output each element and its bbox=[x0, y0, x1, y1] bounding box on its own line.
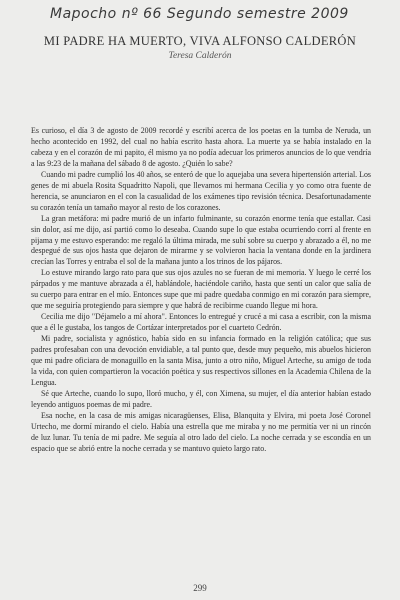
page-number: 299 bbox=[193, 583, 207, 593]
paragraph: Mi padre, socialista y agnóstico, había sido en su infancia formado en la religión católica; que sus padres profesaban con una devoción envidiable, a tal punto que, desde muy pequeño, mis abuelos hicieron que mi padre oficiara de monaguillo en la santa Misa, junto a otro niño, Miguel Arteche, su amigo de toda la vida, con quien compartieron la vocación poética y sus respectivos sillones en la Academia Chilena de la Lengua. bbox=[31, 334, 371, 387]
page-title: MI PADRE HA MUERTO, VIVA ALFONSO CALDERÓN bbox=[43, 34, 357, 48]
paragraph: Sé que Arteche, cuando lo supo, lloró mucho, y él, con Ximena, su mujer, el día anterior habían estado leyendo antiguos poemas de mi padre. bbox=[31, 388, 371, 409]
paragraph: Es curioso, el día 3 de agosto de 2009 recordé y escribí acerca de los poetas en la tumba de Neruda, un hecho acontecido en 1992, del cual no había escrito hasta ahora. La muerte ya se había instalado en la cabeza y en el corazón de mi papito, él mismo ya no podía adecuar los primeros anuncios de lo que vendría a las 9:23 de la mañana del sábado 8 de agosto. ¿Quién lo sabe? bbox=[31, 126, 371, 168]
paragraph: Cecilia me dijo "Déjamelo a mí ahora". Entonces lo entregué y crucé a mi casa a escribir, con la misma que a él le gustaba, los tangos de Cortázar interpretados por el cuarteto Cedrón. bbox=[31, 312, 371, 333]
paragraph: Esa noche, en la casa de mis amigas nicaragüenses, Elisa, Blanquita y Elvira, mi poeta José Coronel Urtecho, me dormí mirando el cielo. Había una estrella que me miraba y no me permitía ver ni un rincón de luz lunar. Tu tenía de mi padre. Me seguía al otro lado del cielo. La noche cerrada y se escondía en un espacio que se abrió entre la noche cerrada y se mantuvo quieto largo rato. bbox=[31, 410, 371, 453]
author-name: Teresa Calderón bbox=[168, 51, 232, 61]
paragraph: La gran metáfora: mi padre murió de un infarto fulminante, su corazón enorme tenía que estallar. Casi sin dolor, así me dijo, así partió como lo deseaba. Cuando supe lo que estaba ocurriendo corrí al frente en pijama y me estuvo esperando: me regaló la última mirada, me subí sobre su cuerpo y abrazado a él, no me despegué de sus ojos hasta que dejaron de mirarme y se volvieron hacia la ventana donde en la jardinera crecían las Torres y entraba el sol de la mañana junto a los trinos de los pájaros. bbox=[31, 213, 371, 267]
paragraph: Cuando mi padre cumplió los 40 años, se enteró de que lo aquejaba una severa hipertensión arterial. Los genes de mi abuela Rosita Squadritto Napoli, que llevamos mi hermana Cecilia y yo como otra fuente de herencia, se anunciaron en el con la casualidad de los exámenes tipo revisión técnica. Desafortunadamente su corazón tenía un tamaño mayor al resto de los corazones. bbox=[31, 169, 371, 212]
handwritten-annotation: Mapocho nº 66 Segundo semestre 2009 bbox=[50, 6, 349, 22]
article-body bbox=[31, 126, 371, 455]
paragraph: Lo estuve mirando largo rato para que sus ojos azules no se fueran de mi memoria. Y luego le cerré los párpados y me mantuve abrazada a él, hablándole, haciéndole cariño, hasta que sentí un calor que salía de su cuerpo para entrar en el mío. Entonces supe que mi padre quedaba conmigo en mi corazón para siempre, que me seguiría protegiendo para siempre y que habrá de recibirme cuando llegue mi hora. bbox=[31, 268, 371, 311]
